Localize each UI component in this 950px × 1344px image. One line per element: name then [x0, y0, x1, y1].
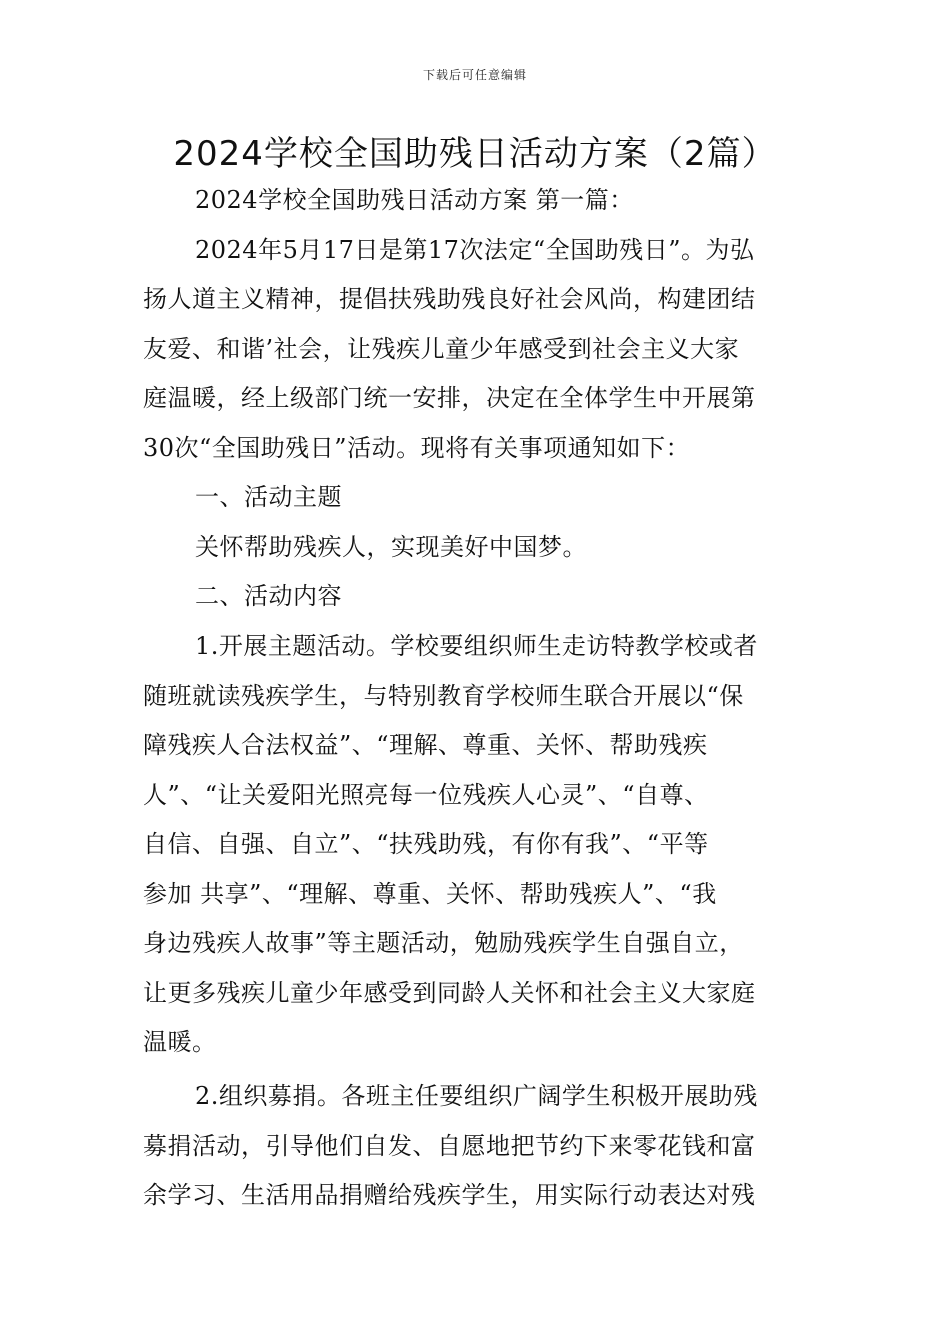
paragraph-line: 募捐活动，引导他们自发、自愿地把节约下来零花钱和富	[143, 1132, 756, 1160]
paragraph-line: 自信、自强、自立”、“扶残助残，有你有我”、“平等	[143, 830, 709, 858]
paragraph-line: 障残疾人合法权益”、“理解、尊重、关怀、帮助残疾	[143, 731, 708, 759]
section-heading: 一、活动主题	[195, 483, 342, 511]
paragraph-line: 余学习、生活用品捐赠给残疾学生，用实际行动表达对残	[143, 1181, 756, 1209]
paragraph-line: 温暖。	[143, 1028, 217, 1056]
paragraph-line: 随班就读残疾学生，与特别教育学校师生联合开展以“保	[143, 682, 744, 710]
paragraph-line: 庭温暖，经上级部门统一安排，决定在全体学生中开展第	[143, 384, 756, 412]
subtitle-line: 2024学校全国助残日活动方案 第一篇：	[195, 186, 634, 214]
paragraph-line: 友爱、和谐’社会，让残疾儿童少年感受到社会主义大家	[143, 335, 740, 363]
header-note: 下载后可任意编辑	[422, 68, 527, 82]
paragraph-line: 身边残疾人故事”等主题活动，勉励残疾学生自强自立，	[143, 929, 744, 957]
paragraph-line: 30次“全国助残日”活动。现将有关事项通知如下：	[143, 434, 691, 462]
paragraph-line: 人”、“让关爱阳光照亮每一位残疾人心灵”、“自尊、	[143, 781, 709, 809]
paragraph-line: 关怀帮助残疾人，实现美好中国梦。	[195, 533, 587, 561]
paragraph-line: 让更多残疾儿童少年感受到同龄人关怀和社会主义大家庭	[143, 979, 756, 1007]
paragraph-line: 1.开展主题活动。学校要组织师生走访特教学校或者	[195, 632, 758, 660]
document-title: 2024学校全国助残日活动方案（2篇）	[173, 134, 777, 174]
paragraph-line: 扬人道主义精神，提倡扶残助残良好社会风尚，构建团结	[143, 285, 756, 313]
section-heading: 二、活动内容	[195, 582, 342, 610]
paragraph-line: 参加 共享”、“理解、尊重、关怀、帮助残疾人”、“我	[143, 880, 717, 908]
paragraph-line: 2024年5月17日是第17次法定“全国助残日”。为弘	[195, 236, 755, 264]
paragraph-line: 2.组织募捐。各班主任要组织广阔学生积极开展助残	[195, 1082, 758, 1110]
